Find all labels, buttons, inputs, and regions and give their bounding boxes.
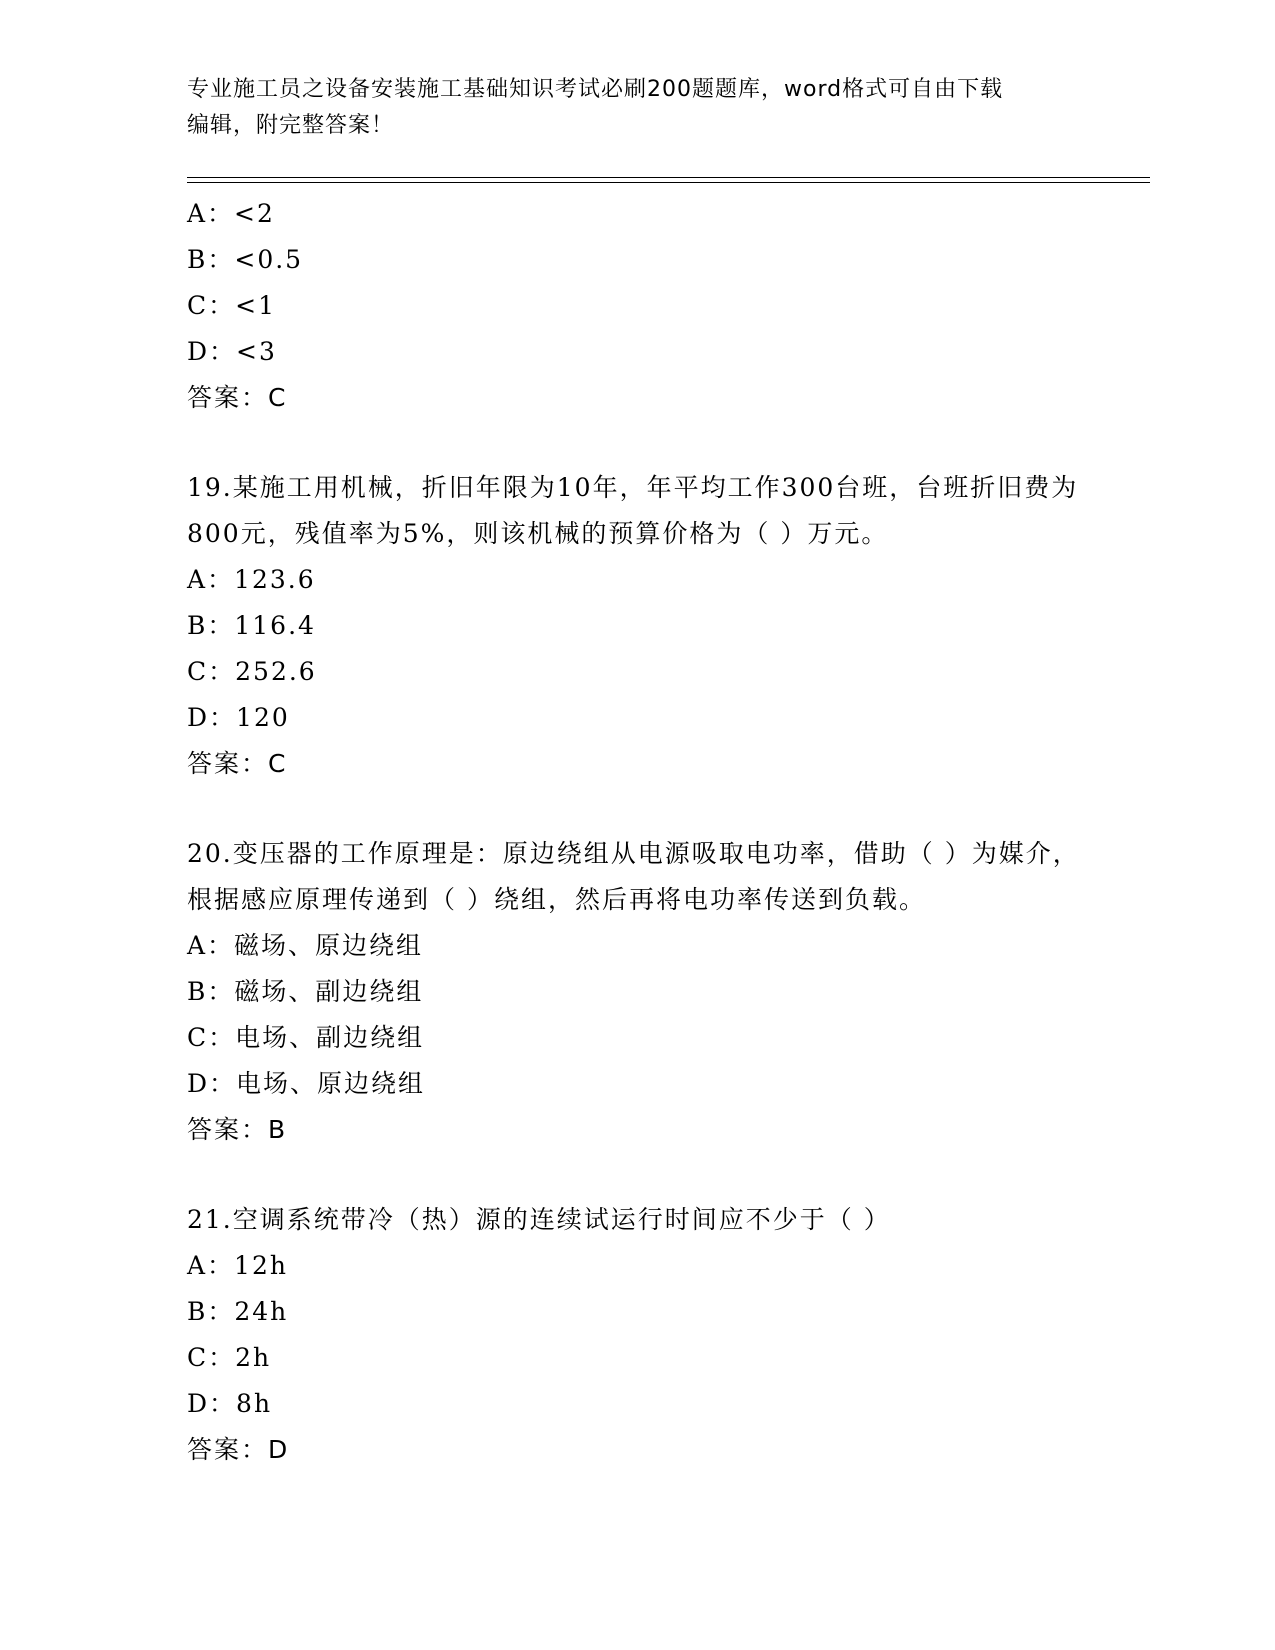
question-18 <box>187 191 1087 421</box>
header-line-2: 编辑，附完整答案！ <box>187 113 395 138</box>
answer-line: 答案：B <box>187 1115 288 1144</box>
question-text: 21.空调系统带冷（热）源的连续试运行时间应不少于（ ） <box>187 1205 891 1234</box>
question-21 <box>187 1197 1087 1473</box>
option-c: C：<1 <box>187 291 276 320</box>
option-a: A：磁场、原边绕组 <box>187 931 424 960</box>
option-b: B：116.4 <box>187 611 316 640</box>
option-d: D：电场、原边绕组 <box>187 1069 426 1098</box>
header-line-1: 专业施工员之设备安装施工基础知识考试必刷200题题库，word格式可自由下载 <box>187 77 1004 102</box>
option-b: B：24h <box>187 1297 289 1326</box>
option-c: C：电场、副边绕组 <box>187 1023 425 1052</box>
option-a: A：<2 <box>187 199 275 228</box>
answer-line: 答案：C <box>187 749 288 778</box>
answer-line: 答案：C <box>187 383 288 412</box>
option-d: D：<3 <box>187 337 277 366</box>
option-d: D：8h <box>187 1389 273 1418</box>
option-b: B：磁场、副边绕组 <box>187 977 424 1006</box>
question-list <box>187 191 1087 1517</box>
option-a: A：123.6 <box>187 565 316 594</box>
option-c: C：252.6 <box>187 657 317 686</box>
question-text: 19.某施工用机械，折旧年限为10年，年平均工作300台班，台班折旧费为800元，残值率为5%，则该机械的预算价格为（ ）万元。 <box>187 473 1079 548</box>
header-divider-bottom <box>187 182 1150 183</box>
question-text: 20.变压器的工作原理是：原边绕组从电源吸取电功率，借助（ ）为媒介，根据感应原理传递到（ ）绕组，然后再将电功率传送到负载。 <box>187 839 1080 914</box>
answer-line: 答案：D <box>187 1435 290 1464</box>
document-header <box>187 72 1087 144</box>
question-19 <box>187 465 1087 787</box>
option-a: A：12h <box>187 1251 288 1280</box>
header-divider-top <box>187 177 1150 178</box>
option-d: D：120 <box>187 703 290 732</box>
option-b: B：<0.5 <box>187 245 304 274</box>
option-c: C：2h <box>187 1343 272 1372</box>
question-20 <box>187 831 1087 1153</box>
